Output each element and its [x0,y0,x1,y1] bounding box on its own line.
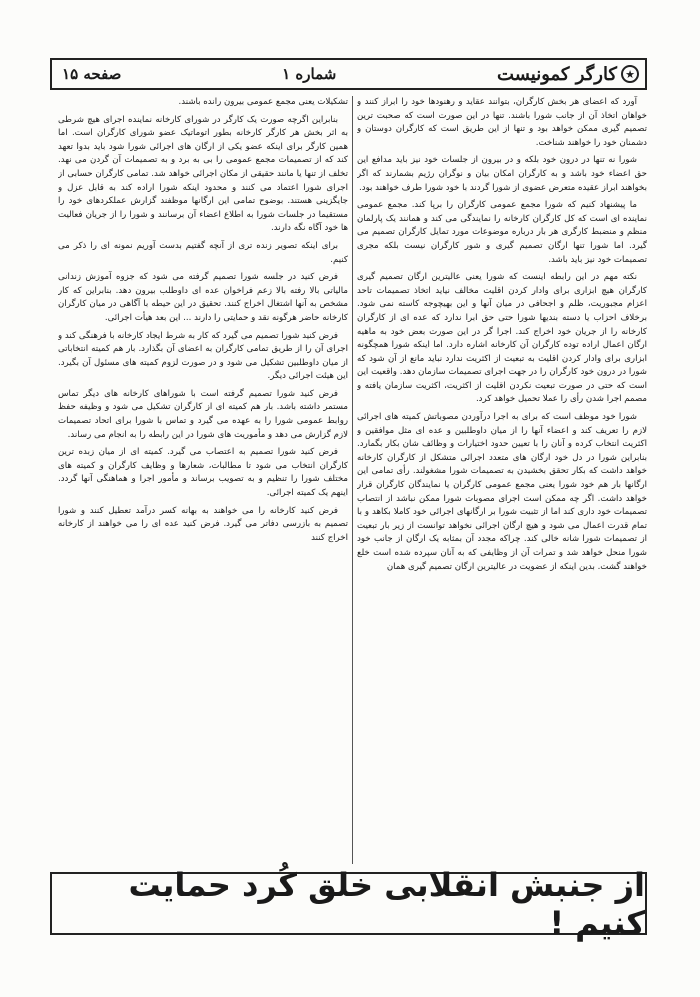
paragraph: نکته مهم در این رابطه اینست که شورا یعنی عالیترین ارگان تصمیم گیری کارگران هیچ ابزاری برای وادار کردن اقلیت مخالف نیاید اتخاذ تصمیمات تاحد اعزام مجبوریت، ظلم و اجحافی در میان آنها و این بهیچوجه کاسته نمی شود. برخلاف احزاب یا دسته بندیها شورا حتی حق ابرا ندارد که عده ای از کارگران کارخانه را از جریان خود اخراج کند. اجرا گر در این صورت بعض خود به ماهیه ارگان اعمال اراده توده کارگران آن کارخانه اشاره دارد. اما اینکه شورا همچگونه ابزاری برای وادار کردن اقلیت به تبعیت از اکثریت ندارد نباید مانع از آن شود که شورا در درون خود کارگران را در جهت اجرای تصمیمات سازمان دهد. واقعیت این است که حتی در صورت تبعیت نکردن اقلیت از اکثریت، اکثریت سازمان یافته و مصمم اجرا شدن رأی را عملا تحمیل خواهد کرد. [357,272,647,405]
paragraph: تشکیلات یعنی مجمع عمومی بیرون رانده باشند. [178,97,348,107]
text-column-right [357,96,647,864]
paragraph: ما پیشنهاد کنیم که شورا مجمع عمومی کارگران را برپا کند. مجمع عمومی نماینده ای است که کل کارگران کارخانه را نمایندگی می کند و همانند یک پارلمان منظم و منضبط کارگری هر بار درباره موضوعات مورد تمایل کارگران تصمیم می گیرد. اما شورا تنها ارگان تصمیم گیری و شور کارگران نیست بلکه مجری تصمیمات خود نیز باید باشد. [357,200,647,265]
paragraph: فرض کنید در جلسه شورا تصمیم گرفته می شود که جزوه آموزش زندانی مالیاتی بالا رفته بالا زعم فراخوان عده ای داوطلب بیرون دهد. بنابراین که کار مشخص به آنها اشتغال اخراج کنند. تحقیق در این حیطه با آگاهی در میان کارگران کارخانه حاضر هرگونه نقد و حمایتی را دارند ... این بعد هیأت اجرائی. [58,272,348,323]
paragraph: فرض کنید شورا تصمیم به اعتصاب می گیرد. کمیته ای از میان زبده ترین کارگران انتخاب می شود تا مطالبات، شعارها و وظایف کارگران و کمیته های مختلف شورا را تنظیم و به تصویب برساند و مأمور اجرا و هماهنگی آنها گردد. اینهم یک کمیته اجرائی. [58,447,348,499]
page-number: صفحه ۱۵ [62,65,122,83]
paragraph: بنابراین اگرچه صورت یک کارگر در شورای کارخانه نماینده اجرای هیچ شرطی به اثر بخش هر کارگر کارخانه بطور اتوماتیک عضو شورای کارگران است. اما همین کارگر برای اینکه عضو یکی از ارگان های اجرائی شورا شود باید بدوا تعهد کند که از تصمیمات مجمع عمومی را بی به برد و به تصمیمات آن گردن می نهد. تخلف از تنها یا مانند حقیقی از مکان اجرائی خواهد شد. تمامی کارگران حسابی از اجرای شورا اعتماد می کنند و محدود اینکه شورا اراده کند به قابل عزل و جایگزینی هستند. بوضوح تمامی این ارگانها موظفند گزارش عملکردهای خود را مستقیما در جلسات شورا به اطلاع اعضاء آن برسانند و شورا را از جریان فعالیت ها خود آگاه نگه دارند. [58,114,348,234]
masthead-title: کارگر کمونیست [497,63,617,85]
slogan-banner [50,865,647,942]
issue-number: شماره ۱ [282,65,337,83]
masthead [497,64,645,85]
text-column-left [58,96,348,864]
paragraph: فرض کنید کارخانه را می خواهند به بهانه کسر درآمد تعطیل کنند و شورا تصمیم به بازرسی دفاتر می گیرد. فرض کنید عده ای را می خواهند از کارخانه اخراج کنند [58,505,348,543]
paragraph: آورد که اعضای هر بخش کارگران، بتوانند عقاید و رهنودها خود را ابراز کنند و خواهان اتخاذ آن از جانب شورا باشند. تنها در این صورت است که صحبت ترین تصمیم گیری ممکن خواهد بود و تنها از این طریق است که کارگران دوستان و دشمنان خود را خواهند شناخت. [357,97,647,148]
paragraph: شورا خود موظف است که برای به اجرا درآوردن مصوباتش کمیته های اجرائی لازم را تعریف کند و اعضاء آنها را از میان داوطلبین و عده ای مثل موافقین و اکثریت انتخاب کرده و آنان را با تعیین حدود اختیارات و وظائف شان بکار بگمارد. بنابراین شورا در دل خود ارگان های متعدد اجرائی متشکل از کارگران کارخانه خواهد داشت که بکار تحقق بخشیدن به تصمیمات شورا مشغولند. رأی تمامی این ارگانها بار هم خود شورا یعنی مجمع عمومی کارگران یا نمایندگان کارگران قرار خواهد داشت. اگر چه ممکن است اجرای مصوبات شورا ممکن نباشد از انتصاب تصمیمات خود داری کند اما از تثبیت شورا بر ارگانهای اجرائی خود کاملا بکاهد و با تمام قدرت اعمال می شود و هیچ ارگان اجرائی نخواهد توانست از زیر بار تبعیت از تصمیمات شورا شانه خالی کند. چراکه مجدد آن بمثابه یک ارگان از جانب خود شورا منحل خواهد شد و تمرات آن از وظایفی که به آنان سپرده شده است خلع خواهند گشت. بدین اینکه از عضویت در عالیترین ارگان تصمیم گیری همان [357,412,647,572]
column-divider [352,96,353,864]
paragraph: برای اینکه تصویر زنده تری از آنچه گفتیم بدست آوریم نمونه ای را ذکر می کنیم. [58,240,348,265]
page-header [50,58,647,90]
paragraph: فرض کنید شورا تصمیم می گیرد که کار به شرط ایجاد کارخانه با فرهنگی کند و اجرای آن را از طریق تمامی کارگران به اعضای آن بگذارد. بار هم کمیته انتخاباتی از میان داوطلبین تشکیل می شود و در صورت لزوم کمیته های مسئول آن بگیرد. این هیئت اجرائی دیگر. [58,330,348,382]
slogan-text: از جنبش انقلابی خلق کُرد حمایت کنیم ! [128,865,645,942]
paragraph: شورا نه تنها در درون خود بلکه و در بیرون از جلسات خود نیز باید مدافع این حق اعضاء خود باشد و به کارگران امکان بیان و نوگران رژیم بشمارند که اگر بخواهند ابراز عقیده متعرض عضوی از شورا گردند با خود شورا طرف خواهند بود. [357,155,647,193]
paragraph: فرض کنید شورا تصمیم گرفته است با شوراهای کارخانه های دیگر تماس مستمر داشته باشد. بار هم کمیته ای از کارگران تشکیل می شود و وظیفه حفظ روابط عمومی شورا را به عهده می گیرد و تماس با شورا برای اتحاد تصمیمات لازم گزارش می دهد و مأموریت های شورا در این رابطه را به انجام می رساند. [58,388,348,440]
star-logo-icon: ★ [621,65,639,83]
